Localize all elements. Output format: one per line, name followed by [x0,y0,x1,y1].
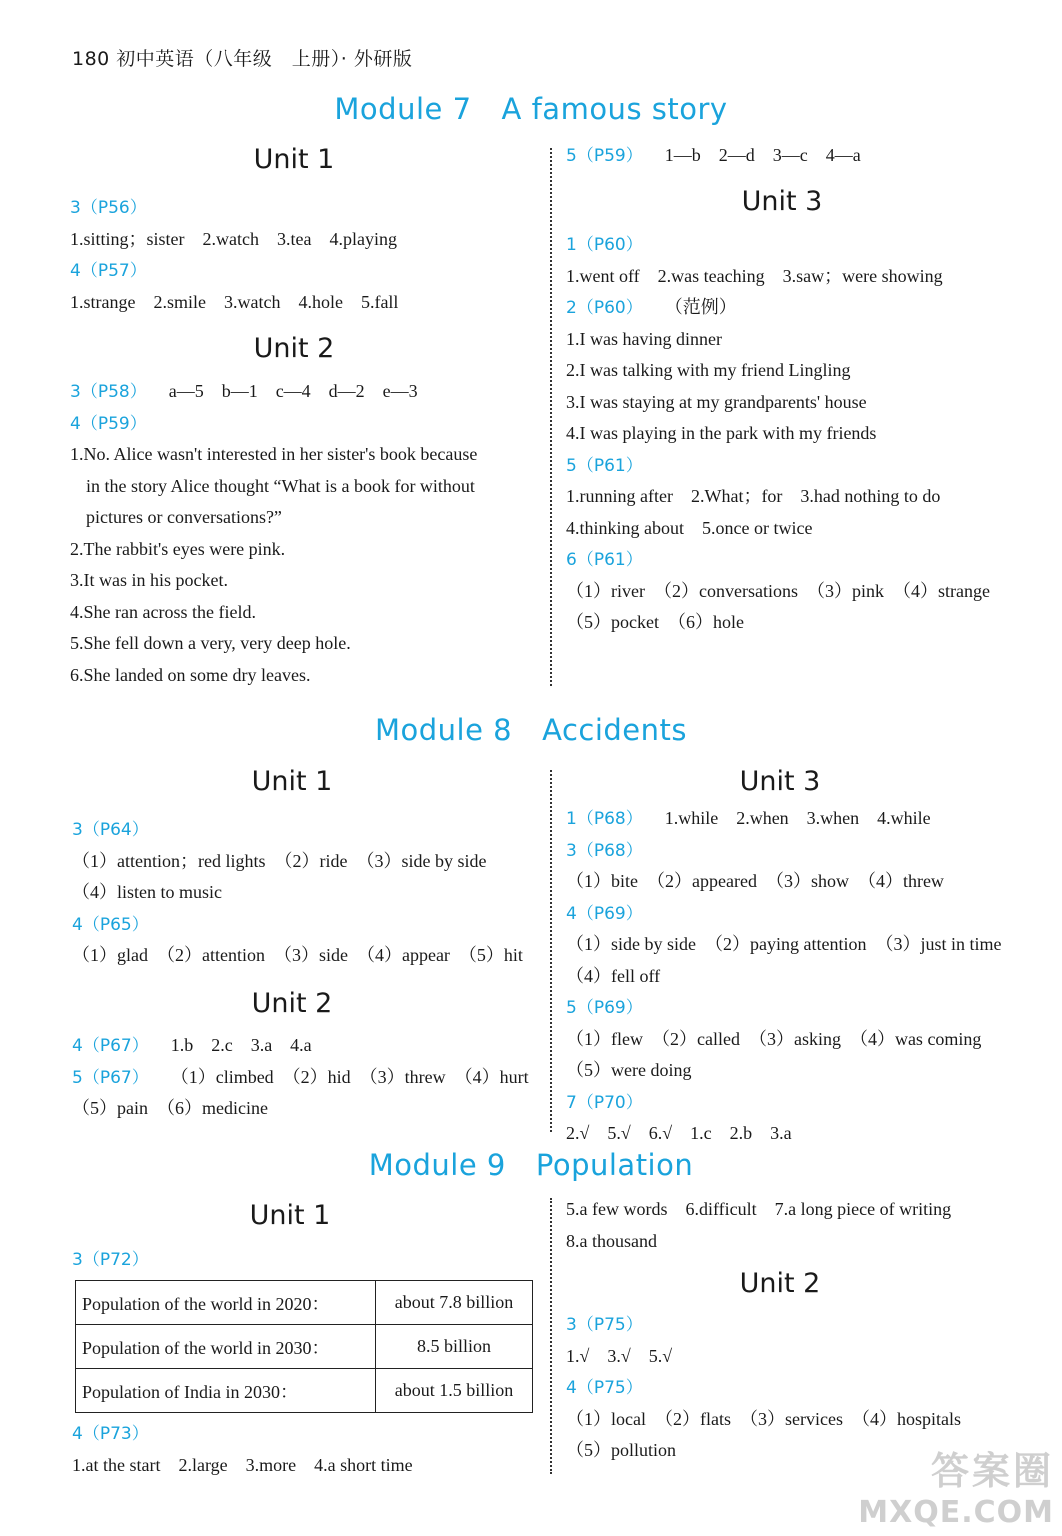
page-reference: 4（P73） [72,1424,149,1444]
m7-unit3-answers [566,229,990,639]
answer-line [70,408,477,440]
answer-text: （范例） [664,297,737,317]
answer-line [70,628,477,660]
column-divider [550,770,552,1132]
answer-line [566,962,1001,994]
m9-unit2-title: Unit 2 [739,1268,821,1299]
answer-line [566,1025,1001,1057]
answer-text: 1.while 2.when 3.when 4.while [664,808,931,828]
answer-line [72,909,523,941]
page-reference: 1（P60） [566,235,643,255]
answer-line [70,287,398,319]
m7-unit2-title: Unit 2 [253,333,335,364]
answer-line [566,387,990,419]
answer-line [566,867,1001,899]
page-reference: 4（P65） [72,914,149,935]
answer-line [566,1404,961,1436]
answer-line [72,814,523,846]
answer-text: （5）pain （6）medicine [72,1098,268,1118]
answer-text: （4）fell off [566,965,661,986]
answer-line [566,836,1001,868]
page-reference: 5（P59） [566,146,643,166]
answer-line [72,1450,413,1482]
m9-unit1-continued [566,1194,951,1257]
answer-text: a—5 b—1 c—4 d—2 e—3 [168,381,418,401]
table-row: Population of the world in 2030： 8.5 billion [76,1325,533,1369]
answer-line [70,255,398,287]
answer-line [566,1372,961,1404]
answer-text: 5.She fell down a very, very deep hole. [70,633,351,653]
answer-line [566,804,1001,836]
m7-unit3-title: Unit 3 [741,186,823,217]
answer-line [70,534,477,566]
table-row: Population of the world in 2020： about 7.8 billion [76,1281,533,1325]
answer-line [72,1418,413,1450]
page-reference: 4（P57） [70,261,147,281]
answer-text: 1.strange 2.smile 3.watch 4.hole 5.fall [70,291,399,312]
page-reference: 4（P75） [566,1378,643,1398]
answer-line [566,1056,1001,1088]
m7-unit1-answers [70,192,398,318]
answer-text: 5.a few words 6.difficult 7.a long piece of writing [566,1199,952,1219]
answer-line [566,930,1001,962]
answer-line [566,1226,951,1258]
page-reference: 4（P67） [72,1036,149,1056]
answer-text: 3.It was in his pocket. [70,570,228,590]
page-reference: 3（P58） [70,382,147,402]
answer-text: （1）flew （2）called （3）asking （4）was coming [566,1028,982,1049]
page-reference: 3（P56） [70,198,147,218]
answer-text: （4）listen to music [72,882,222,902]
answer-text: 1.No. Alice wasn't interested in her sister's book because [70,444,478,464]
answer-line [566,993,1001,1025]
page-reference: 1（P68） [566,809,643,829]
answer-line [566,1309,961,1341]
answer-line [70,471,477,503]
answer-line [566,1194,951,1226]
page-reference: 5（P67） [72,1067,149,1088]
answer-line [72,1030,529,1062]
page-reference: 5（P61） [566,455,643,476]
page-reference: 4（P59） [70,413,147,434]
answer-line [566,324,990,356]
answer-text: in the story Alice thought “What is a book for without [86,475,475,496]
answer-line [70,565,477,597]
answer-text: 4.She ran across the field. [70,601,256,622]
column-divider [550,1198,552,1474]
answer-text: 2.The rabbit's eyes were pink. [70,538,286,559]
page-reference: 6（P61） [566,550,643,570]
answer-line [72,1062,529,1094]
m9-unit1-answers [72,1418,413,1481]
m8-unit2-answers [72,1030,529,1125]
answer-line [566,899,1001,931]
m9-unit1-page-ref: 3（P72） [72,1250,149,1270]
answer-text: 8.a thousand [566,1230,657,1251]
answer-line [566,292,990,324]
answer-text: （1）river （2）conversations （3）pink （4）strange [566,580,990,601]
page-reference: 7（P70） [566,1092,643,1113]
answer-text: 1.went off 2.was teaching 3.saw；were showing [566,265,943,286]
m8-unit2-title: Unit 2 [251,988,333,1019]
answer-text: （1）glad （2）attention （3）side （4）appear （5）hit [72,945,523,965]
answer-text: （1）side by side （2）paying attention （3）just in time [566,934,1002,954]
answer-text: 2.I was talking with my friend Lingling [566,360,851,380]
answer-text: 1.sitting；sister 2.watch 3.tea 4.playing [70,228,397,249]
answer-line [566,481,990,513]
answer-line [72,877,523,909]
m8-unit1-title: Unit 1 [251,766,333,797]
page-header: 180 初中英语（八年级 上册）· 外研版 [72,48,413,70]
answer-text: 1.I was having dinner [566,328,722,349]
answer-text: pictures or conversations?” [86,507,282,527]
answer-line [72,846,523,878]
answer-line [72,1093,529,1125]
answer-line [566,1341,961,1373]
answer-line [566,261,990,293]
population-table [75,1280,533,1413]
module-7-title: Module 7 A famous story [334,92,728,126]
m7-unit2-answers [70,376,477,691]
m9-unit1-title: Unit 1 [249,1200,331,1231]
answer-line [70,224,398,256]
m8-unit3-answers [566,804,1001,1151]
answer-line [566,513,990,545]
answer-line [70,439,477,471]
page-reference: 4（P69） [566,903,643,924]
m7-unit1-title: Unit 1 [253,144,335,175]
column-divider [550,148,552,686]
answer-line [566,576,990,608]
answer-text: （5）pollution [566,1440,677,1460]
answer-line [70,376,477,408]
answer-line [70,192,398,224]
answer-text: 3.I was staying at my grandparents' house [566,391,867,412]
answer-text: 1.at the start 2.large 3.more 4.a short time [72,1454,413,1475]
answer-line [566,1119,1001,1151]
answer-text: 1—b 2—d 3—c 4—a [664,145,861,165]
answer-line [566,450,990,482]
watermark-logo: 答案圈 MXQE.COM [858,1449,1054,1530]
answer-line [566,229,990,261]
module-9-title: Module 9 Population [368,1148,694,1182]
answer-line [70,502,477,534]
page-reference: 5（P69） [566,998,643,1018]
answer-line [566,355,990,387]
answer-line [566,418,990,450]
answer-text: （5）were doing [566,1060,692,1080]
module-8-title: Module 8 Accidents [374,713,687,747]
m8-unit1-answers [72,814,523,972]
page-reference: 2（P60） [566,298,643,318]
page-reference: 3（P64） [72,820,149,840]
answer-line [566,1088,1001,1120]
answer-text: （5）pocket （6）hole [566,612,744,632]
answer-text: 4.I was playing in the park with my friends [566,423,877,443]
answer-line [566,607,990,639]
m8-unit3-title: Unit 3 [739,766,821,797]
answer-text: （1）climbed （2）hid （3）threw （4）hurt [170,1066,529,1087]
answer-text: （1）bite （2）appeared （3）show （4）threw [566,871,944,891]
answer-text: （1）local （2）flats （3）services （4）hospitals [566,1408,961,1429]
answer-text: 4.thinking about 5.once or twice [566,517,813,538]
answer-line [72,940,523,972]
table-row: Population of India in 2030： about 1.5 billion [76,1369,533,1413]
page-reference: 3（P68） [566,840,643,861]
answer-line [566,140,861,172]
answer-line [70,597,477,629]
answer-text: 1.√ 3.√ 5.√ [566,1345,673,1366]
answer-line [566,544,990,576]
page-reference: 3（P75） [566,1315,643,1335]
answer-text: 2.√ 5.√ 6.√ 1.c 2.b 3.a [566,1123,792,1143]
answer-text: 1.running after 2.What；for 3.had nothing to do [566,486,941,506]
answer-text: 6.She landed on some dry leaves. [70,664,311,685]
m7-unit2-continued [566,140,861,172]
answer-line [70,660,477,692]
answer-text: 1.b 2.c 3.a 4.a [170,1035,312,1055]
answer-text: （1）attention；red lights （2）ride （3）side by side [72,850,487,871]
